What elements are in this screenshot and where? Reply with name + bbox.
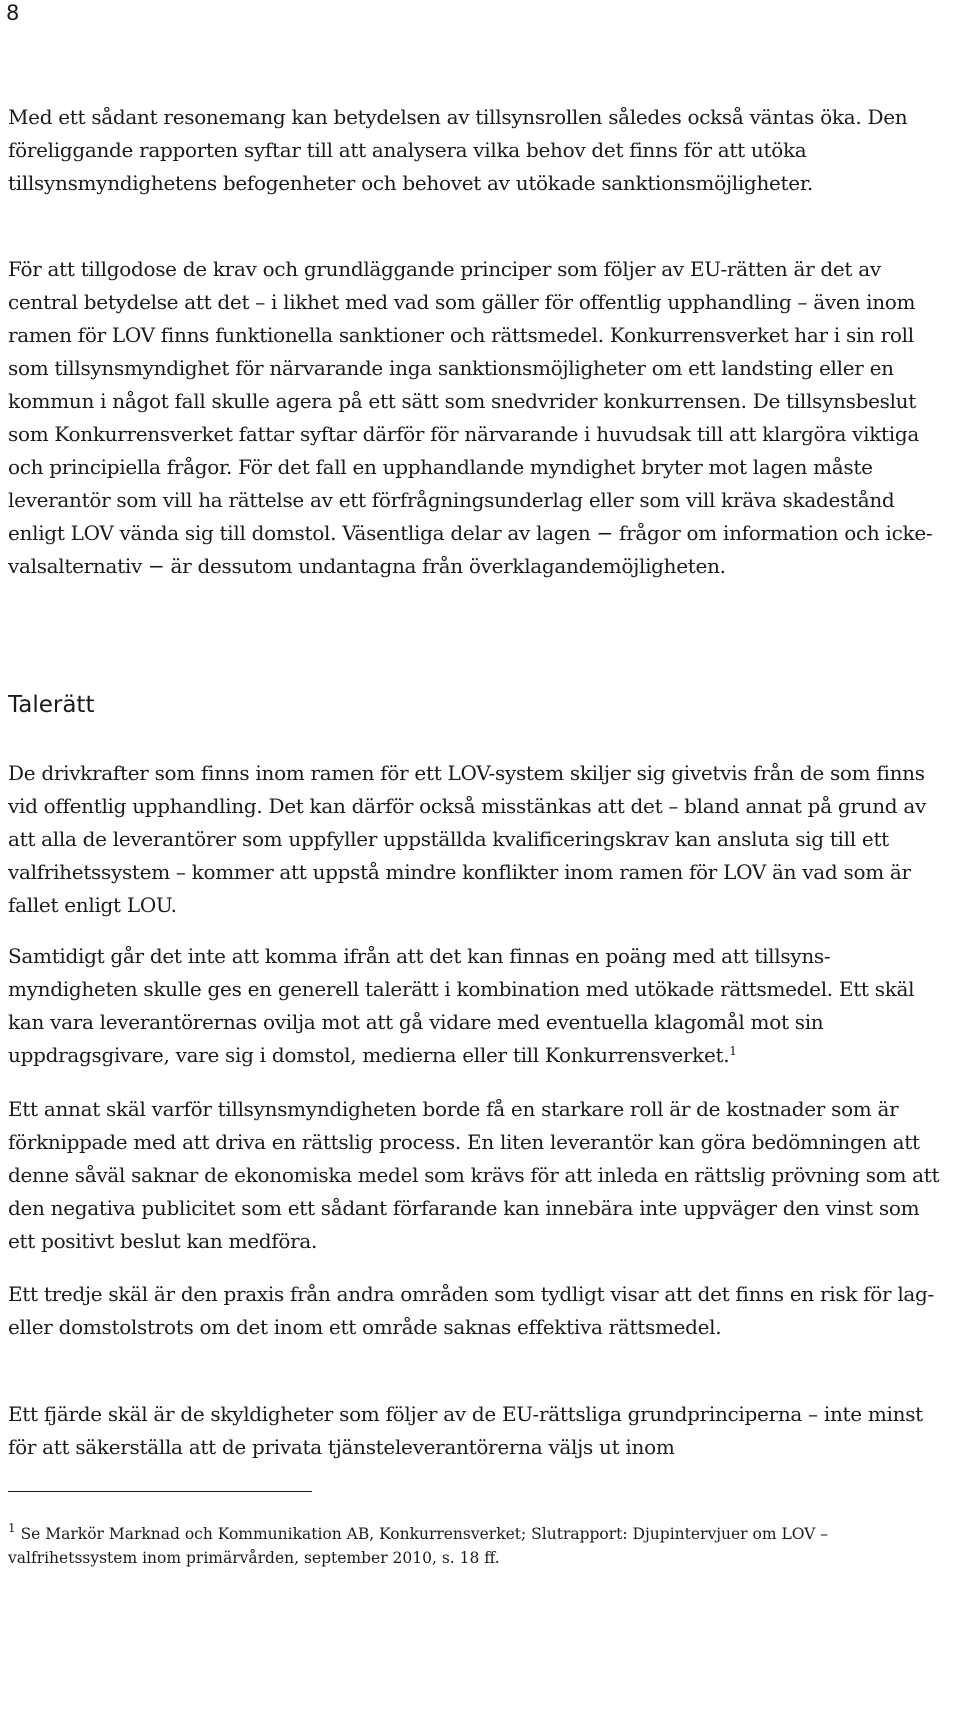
paragraph-tredje-skal: Ett tredje skäl är den praxis från andra områden som tydligt visar att det finns en risk för lag- eller domstolstrots om det inom ett område saknas effektiva rättsmedel. <box>8 1282 935 1339</box>
paragraph-fjarde-skal: Ett fjärde skäl är de skyldigheter som följer av de EU-rättsliga grundprinciperna – inte minst för att säkerställa att de privata tjänsteleverantörerna väljs ut inom <box>8 1402 923 1459</box>
section-heading-talerratt: Talerätt <box>8 692 95 718</box>
footnote <box>8 1522 938 1570</box>
paragraph-samtidigt-text: Samtidigt går det inte att komma ifrån att det kan finnas en poäng med att tillsynsmyndigheten skulle ges en generell talerätt i kombination med utökade rättsmedel. Ett skäl kan vara leverantörernas ovilja mot att gå vidare med eventuella klagomål mot sin uppdragsgivare, vare sig i domstol, medierna eller till Konkurrensverket. <box>8 944 915 1067</box>
paragraph-annat-skal: Ett annat skäl varför tillsynsmyndigheten borde få en starkare roll är de kostnader som är förknippade med att driva en rättslig process. En liten leverantör kan göra bedömningen att denne såväl saknar de ekonomiska medel som krävs för att inleda en rättslig prövning som att den negativa publicitet som ett sådant förfarande kan innebära inte uppväger den vinst som ett positivt beslut kan medföra. <box>8 1097 940 1253</box>
footnote-text: Se Markör Marknad och Kommunikation AB, Konkurrensverket; Slutrapport: Djupintervjuer om LOV – valfrihetssystem inom primärvården, september 2010, s. 18 ff. <box>8 1525 829 1567</box>
footnote-marker: 1 <box>8 1521 16 1535</box>
footnote-reference: 1 <box>729 1044 737 1058</box>
paragraph-sanctions: För att tillgodose de krav och grundläggande principer som följer av EU-rätten är det av central betydelse att det – i likhet med vad som gäller för offentlig upphandling – även inom ramen för LOV finns funktionella sanktioner och rättsmedel. Konkurrensverket har i sin roll som tillsynsmyndighet för närvarande inga sanktionsmöjligheter om ett landsting eller en kommun i något fall skulle agera på ett sätt som snedvrider konkurrensen. De tillsynsbeslut som Konkurrensverket fattar syftar därför för närvarande i huvudsak till att klargöra viktiga och principiella frågor. För det fall en upphandlande myndighet bryter mot lagen måste leverantör som vill ha rättelse av ett förfrågningsunderlag eller som vill kräva skadestånd enligt LOV vända sig till domstol. Väsentliga delar av lagen − frågor om information och icke-valsalternativ − är dessutom undantagna från överklagandemöjligheten. <box>8 257 933 578</box>
footnote-separator <box>8 1491 312 1492</box>
page-number: 8 <box>6 1 20 25</box>
paragraph-samtidigt <box>8 940 952 1072</box>
paragraph-intro: Med ett sådant resonemang kan betydelsen av tillsynsrollen således också väntas öka. Den föreliggande rapporten syftar till att analysera vilka behov det finns för att utöka tillsynsmyndighetens befogenheter och behovet av utökade sanktionsmöjligheter. <box>8 105 908 195</box>
paragraph-drivkrafter: De drivkrafter som finns inom ramen för ett LOV-system skiljer sig givetvis från de som finns vid offentlig upphandling. Det kan därför också misstänkas att det – bland annat på grund av att alla de leverantörer som uppfyller uppställda kvalificeringskrav kan ansluta sig till ett valfrihetssystem – kommer att uppstå mindre konflikter inom ramen för LOV än vad som är fallet enligt LOU. <box>8 761 926 917</box>
